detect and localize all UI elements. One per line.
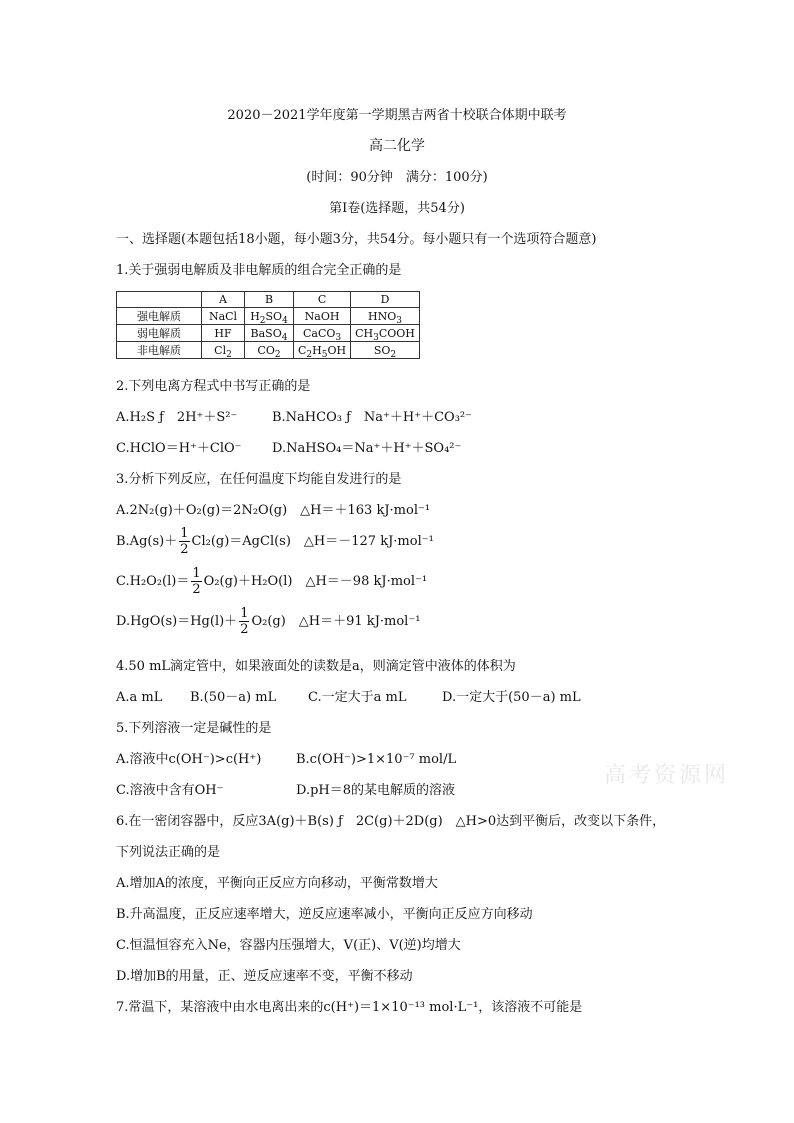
q3-b-post: Cl₂(g)＝AgCl(s) △H＝－127 kJ·mol⁻¹ [191,534,434,549]
table-cell: B [245,292,294,308]
q5-option-c: C.溶液中含有OH⁻ [116,783,224,798]
q3-option-d [116,606,420,637]
q3-b-pre: B.Ag(s)＋ [116,534,178,549]
volume-title: 第Ⅰ卷(选择题，共54分) [329,201,465,216]
q4-stem: 4.50 mL滴定管中，如果液面处的读数是a，则滴定管中液体的体积为 [116,659,516,674]
q2-stem: 2.下列电离方程式中书写正确的是 [116,379,311,394]
q3-option-c [116,566,427,597]
table-cell: BaSO$_4$ [245,325,294,342]
q6-stem-line1: 6.在一密闭容器中，反应3A(g)＋B(s) ƒ 2C(g)＋2D(g) △H>0达到平衡后，改变以下条件， [116,814,666,829]
q5-option-b: B.c(OH⁻)>1×10⁻⁷ mol/L [296,752,457,767]
table-cell: CaCO$_3$ [294,325,351,342]
table-cell: $CO_2$ [245,342,294,359]
table-cell: $C_2H_5OH$ [294,342,351,359]
q3-option-b [116,526,434,557]
q6-option-d: D.增加B的用量，正、逆反应速率不变，平衡不移动 [116,969,413,984]
table-cell: $CH_3COOH$ [351,325,420,342]
q4-option-d: D.一定大于(50－a) mL [442,690,581,705]
row-label: 非电解质 [117,342,202,359]
q2-option-a: A.H₂S ƒ 2H⁺＋S²⁻ [116,410,238,425]
q3-c-pre: C.H₂O₂(l)＝ [116,574,190,589]
fraction-denominator: 2 [192,582,201,597]
table-cell: HF [202,325,245,342]
exam-title: 2020－2021学年度第一学期黑吉两省十校联合体期中联考 [227,108,567,123]
fraction-denominator: 2 [180,542,189,557]
q6-option-c: C.恒温恒容充入Ne，容器内压强增大，V(正)、V(逆)均增大 [116,938,461,953]
table-cell: NaOH [294,308,351,325]
fraction-numerator: 1 [240,606,249,621]
q3-d-pre: D.HgO(s)＝Hg(l)＋ [116,614,238,629]
q5-options-row2 [116,779,455,798]
q3-option-a: A.2N₂(g)＋O₂(g)＝2N₂O(g) △H＝＋163 kJ·mol⁻¹ [116,503,431,518]
q5-option-d: D.pH＝8的某电解质的溶液 [296,783,456,798]
q5-options-row1 [116,748,456,767]
q1-stem: 1.关于强弱电解质及非电解质的组合完全正确的是 [116,263,402,278]
one-half-fraction [191,566,201,597]
q4-option-a: A.a mL [116,690,163,705]
q4-option-b: B.(50－a) mL [190,690,277,705]
table-cell: $H_2SO_4$ [245,308,294,325]
table-cell: A [202,292,245,308]
q6-stem-line2: 下列说法正确的是 [116,845,221,860]
section-heading: 一、选择题(本题包括18小题，每小题3分，共54分。每小题只有一个选项符合题意) [116,232,597,247]
table-row [117,308,420,325]
row-label: 强电解质 [117,308,202,325]
q2-options-row2 [116,437,461,456]
q2-options-row1 [116,406,472,425]
q2-option-c: C.HClO＝H⁺＋ClO⁻ [116,441,242,456]
q3-d-post: O₂(g) △H＝＋91 kJ·mol⁻¹ [251,614,421,629]
q5-stem: 5.下列溶液一定是碱性的是 [116,721,272,736]
watermark: 高考资源网 [604,763,730,788]
q2-option-b: B.NaHCO₃ ƒ Na⁺＋H⁺＋CO₃²⁻ [272,410,472,425]
exam-info: (时间：90分钟 满分：100分) [306,170,488,185]
table-row [117,325,420,342]
table-cell: NaCl [202,308,245,325]
q6-option-a: A.增加A的浓度，平衡向正反应方向移动，平衡常数增大 [116,876,438,891]
table-cell: $SO_2$ [351,342,420,359]
one-half-fraction [239,606,249,637]
table-cell: $HNO_3$ [351,308,420,325]
table-cell [117,292,202,308]
q5-option-a: A.溶液中c(OH⁻)>c(H⁺) [116,752,262,767]
fraction-denominator: 2 [240,622,249,637]
q4-options [116,686,581,705]
table-cell: C [294,292,351,308]
table-cell: D [351,292,420,308]
subject-title: 高二化学 [369,138,425,154]
fraction-numerator: 1 [192,566,201,581]
q1-table [116,291,420,359]
one-half-fraction [179,526,189,557]
q4-option-c: C.一定大于a mL [308,690,407,705]
q7-stem: 7.常温下，某溶液中由水电离出来的c(H⁺)＝1×10⁻¹³ mol·L⁻¹，该溶液不可能是 [116,1000,583,1015]
table-cell: $Cl_2$ [202,342,245,359]
q2-option-d: D.NaHSO₄＝Na⁺＋H⁺＋SO₄²⁻ [272,441,462,456]
table-header-row [117,292,420,308]
fraction-numerator: 1 [180,526,189,541]
q6-option-b: B.升高温度，正反应速率增大，逆反应速率减小，平衡向正反应方向移动 [116,907,533,922]
q3-c-post: O₂(g)＋H₂O(l) △H＝－98 kJ·mol⁻¹ [203,574,428,589]
row-label: 弱电解质 [117,325,202,342]
q3-stem: 3.分析下列反应，在任何温度下均能自发进行的是 [116,472,402,487]
table-row [117,342,420,359]
